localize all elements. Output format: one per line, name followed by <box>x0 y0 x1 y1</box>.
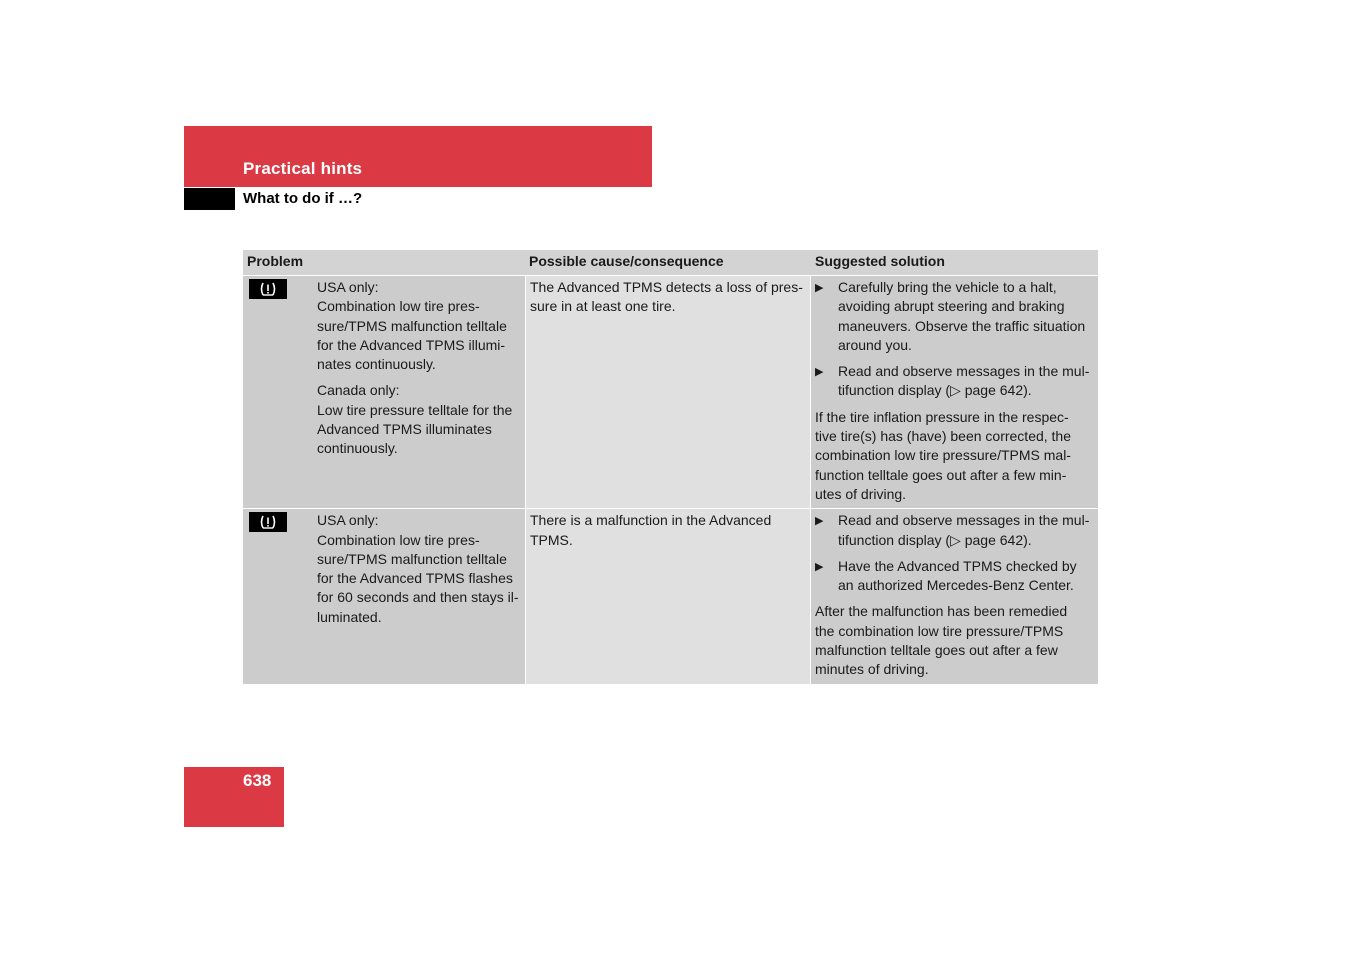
solution-cell <box>811 509 1098 683</box>
table-body <box>243 276 1098 685</box>
solution-step <box>815 511 1094 550</box>
cause-text: There is a malfunction in the Advanced TPMS. <box>530 512 772 548</box>
tire-pressure-warning-icon <box>249 512 287 532</box>
solution-step-text: Have the Advanced TPMS checked by an authorized Mercedes-Benz Center. <box>838 557 1077 594</box>
table-row <box>243 276 1098 509</box>
section-title: Practical hints <box>243 159 363 178</box>
troubleshooting-table <box>243 250 1098 685</box>
column-header-problem: Problem <box>247 253 304 269</box>
solution-step-text: Read and observe messages in the mul- tifunction display (▷ page 642). <box>838 363 1090 399</box>
page-subtitle: What to do if …? <box>243 190 363 207</box>
bullet-arrow-icon: ▶ <box>815 515 824 528</box>
problem-cell <box>243 276 525 508</box>
bullet-arrow-icon: ▶ <box>815 282 824 294</box>
bullet-arrow-icon: ▶ <box>815 560 824 573</box>
problem-paragraph: Canada only: Low tire pressure telltale for the Advanced TPMS illuminates continuously. <box>317 382 513 457</box>
solution-note: After the malfunction has been remedied the combination low tire pressure/TPMS malfunction telltale goes out after a few minutes of driving. <box>815 603 1068 678</box>
problem-paragraph: USA only: Combination low tire pres- sure/TPMS malfunction telltale for the Advanced TPMS flashes for 60 seconds and then stays il- luminated. <box>317 512 519 625</box>
cause-cell <box>525 276 811 508</box>
tire-pressure-warning-icon <box>249 279 287 299</box>
bullet-arrow-icon: ▶ <box>815 366 824 379</box>
cause-text: The Advanced TPMS detects a loss of pres- sure in at least one tire. <box>530 279 803 315</box>
section-tab-marker <box>184 188 235 210</box>
page-number: 638 <box>243 771 272 790</box>
problem-text <box>317 511 519 679</box>
problem-cell <box>243 509 525 683</box>
cause-cell <box>525 509 811 683</box>
column-header-solution: Suggested solution <box>815 253 945 269</box>
solution-cell <box>811 276 1098 508</box>
problem-paragraph: USA only: Combination low tire pres- sure/TPMS malfunction telltale for the Advanced TPMS illumi- nates continuously. <box>317 279 507 373</box>
solution-step <box>815 278 1094 355</box>
problem-text <box>317 278 512 504</box>
solution-step <box>815 362 1094 401</box>
solution-step <box>815 557 1094 596</box>
column-header-cause: Possible cause/consequence <box>529 253 724 269</box>
solution-note: If the tire inflation pressure in the respec- tive tire(s) has (have) been corrected, the combination low tire pressure/TPMS mal- function telltale goes out after a few min- utes of driving. <box>815 408 1072 502</box>
table-header <box>243 250 1098 276</box>
table-row <box>243 509 1098 684</box>
solution-step-text: Read and observe messages in the mul- tifunction display (▷ page 642). <box>838 512 1090 548</box>
solution-step-text: Carefully bring the vehicle to a halt, avoiding abrupt steering and braking maneuvers. Observe the traffic situation around you. <box>838 279 1086 353</box>
